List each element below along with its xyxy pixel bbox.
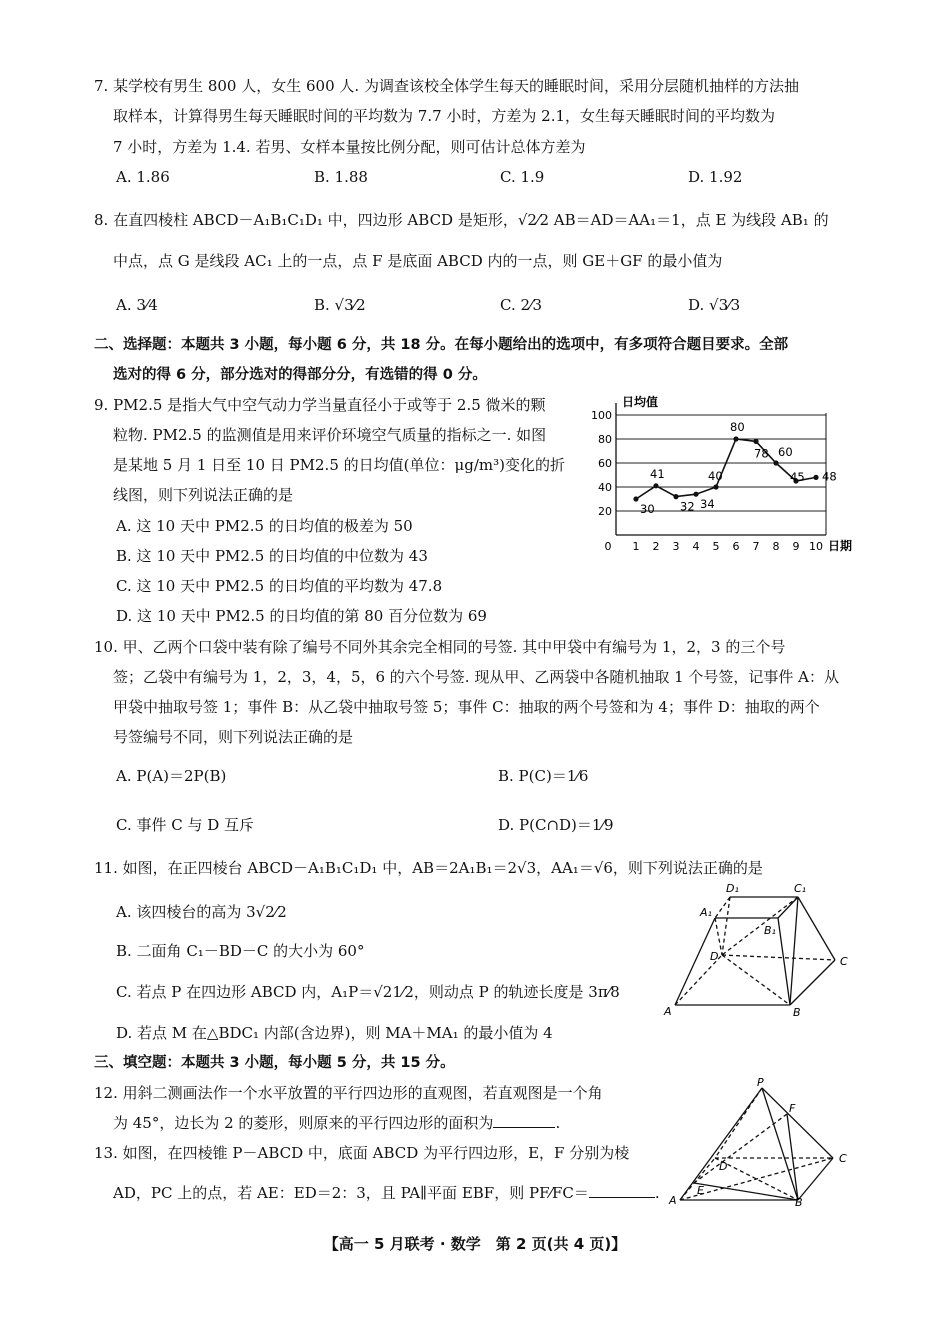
q7-option-c: C. 1.9 bbox=[500, 168, 545, 186]
q7-option-b: B. 1.88 bbox=[314, 168, 368, 186]
chart-data-point bbox=[773, 460, 778, 465]
chart-data-label: 40 bbox=[708, 469, 723, 483]
q8-option-a: A. 3⁄4 bbox=[116, 296, 158, 314]
label-D1: D₁ bbox=[726, 882, 739, 895]
chart-data-point bbox=[653, 483, 658, 488]
chart-data-label: 34 bbox=[700, 497, 715, 512]
q7-option-a: A. 1.86 bbox=[116, 168, 170, 186]
chart-y-tick-label: 80 bbox=[598, 433, 612, 446]
chart-y-tick-label: 40 bbox=[598, 481, 612, 494]
chart-data-label: 41 bbox=[650, 466, 665, 481]
q11-stem: 11. 如图，在正四棱台 ABCD－A₁B₁C₁D₁ 中，AB＝2A₁B₁＝2√3，AA₁＝√6，则下列说法正确的是 bbox=[94, 859, 763, 877]
frustum-figure bbox=[660, 880, 860, 1020]
chart-x-tick-label: 10 bbox=[809, 540, 823, 553]
q10-option-a: A. P(A)＝2P(B) bbox=[116, 767, 227, 785]
q7-line-1: 7. 某学校有男生 800 人，女生 600 人. 为调查该校全体学生每天的睡眠时间，采用分层随机抽样的方法抽 bbox=[94, 77, 799, 95]
label-F: F bbox=[789, 1102, 796, 1115]
q13-answer-blank[interactable] bbox=[589, 1183, 655, 1198]
chart-x-tick-label: 9 bbox=[792, 540, 800, 553]
label-C: C bbox=[840, 955, 848, 968]
chart-data-point bbox=[713, 484, 718, 489]
label-D: D bbox=[710, 950, 719, 963]
chart-data-label: 48 bbox=[822, 469, 837, 484]
q9-line-1: 9. PM2.5 是指大气中空气动力学当量直径小于或等于 2.5 微米的颗 bbox=[94, 396, 546, 414]
pyramid-figure bbox=[665, 1078, 855, 1208]
q11-option-a: A. 该四棱台的高为 3√2⁄2 bbox=[116, 903, 287, 921]
q13-line-2: AD，PC 上的点，若 AE：ED＝2：3，且 PA∥平面 EBF，则 PF⁄FC＝ . bbox=[113, 1184, 660, 1202]
chart-data-label: 80 bbox=[730, 420, 745, 434]
page-footer: 【高一 5 月联考 · 数学 第 2 页(共 4 页)】 bbox=[323, 1235, 627, 1253]
q9-line-3: 是某地 5 月 1 日至 10 日 PM2.5 的日均值(单位：μg/m³)变化的折 bbox=[113, 456, 565, 474]
chart-y-tick-label: 100 bbox=[591, 409, 612, 422]
label-B: B bbox=[793, 1006, 801, 1019]
q7-line-3: 7 小时，方差为 1.4. 若男、女样本量按比例分配，则可估计总体方差为 bbox=[113, 138, 586, 156]
q9-option-b: B. 这 10 天中 PM2.5 的日均值的中位数为 43 bbox=[116, 547, 428, 565]
q9-option-a: A. 这 10 天中 PM2.5 的日均值的极差为 50 bbox=[116, 517, 413, 535]
q10-option-c: C. 事件 C 与 D 互斥 bbox=[116, 816, 255, 834]
chart-data-label: 78 bbox=[754, 446, 769, 461]
chart-x-axis-label: 日期 bbox=[828, 539, 853, 553]
q9-line-4: 线图，则下列说法正确的是 bbox=[113, 486, 294, 504]
q12-line-2: 为 45°，边长为 2 的菱形，则原来的平行四边形的面积为 . bbox=[113, 1114, 561, 1132]
label-B1: B₁ bbox=[764, 924, 776, 937]
q9-option-c: C. 这 10 天中 PM2.5 的日均值的平均数为 47.8 bbox=[116, 577, 443, 595]
chart-y-axis-label: 日均值 bbox=[622, 395, 659, 409]
chart-data-label: 30 bbox=[640, 502, 655, 516]
label-A: A bbox=[669, 1194, 677, 1207]
chart-data-point bbox=[633, 496, 638, 501]
q12-answer-blank[interactable] bbox=[493, 1113, 555, 1128]
q8-option-d: D. √3⁄3 bbox=[688, 296, 741, 314]
q8-line-1: 8. 在直四棱柱 ABCD－A₁B₁C₁D₁ 中，四边形 ABCD 是矩形，√2⁄2 AB＝AD＝AA₁＝1，点 E 为线段 AB₁ 的 bbox=[94, 211, 829, 229]
q10-option-d: D. P(C∩D)＝1⁄9 bbox=[498, 816, 614, 834]
q8-option-c: C. 2⁄3 bbox=[500, 296, 543, 314]
chart-data-point bbox=[693, 492, 698, 497]
chart-data-point bbox=[733, 436, 738, 441]
section-3-heading: 三、填空题：本题共 3 小题，每小题 5 分，共 15 分。 bbox=[94, 1055, 455, 1071]
pm25-line-chart bbox=[590, 390, 865, 560]
label-B: B bbox=[795, 1196, 803, 1208]
chart-data-label: 45 bbox=[790, 470, 805, 484]
q9-line-2: 粒物. PM2.5 的监测值是用来评价环境空气质量的指标之一. 如图 bbox=[113, 426, 547, 444]
chart-x-tick-label: 8 bbox=[772, 540, 780, 553]
q11-option-d: D. 若点 M 在△BDC₁ 内部(含边界)，则 MA＋MA₁ 的最小值为 4 bbox=[116, 1024, 553, 1042]
label-A: A bbox=[664, 1005, 672, 1018]
q9-option-d: D. 这 10 天中 PM2.5 的日均值的第 80 百分位数为 69 bbox=[116, 607, 487, 625]
chart-x-tick-label: 6 bbox=[732, 540, 740, 553]
q10-option-b: B. P(C)＝1⁄6 bbox=[498, 767, 589, 785]
q11-option-c: C. 若点 P 在四边形 ABCD 内，A₁P＝√21⁄2，则动点 P 的轨迹长度是 3π⁄8 bbox=[116, 983, 620, 1001]
label-C1: C₁ bbox=[794, 882, 807, 895]
chart-data-label: 32 bbox=[680, 499, 695, 514]
label-C: C bbox=[839, 1152, 847, 1165]
q7-line-2: 取样本，计算得男生每天睡眠时间的平均数为 7.7 小时，方差为 2.1，女生每天睡眠时间的平均数为 bbox=[113, 107, 776, 125]
q8-line-2: 中点，点 G 是线段 AC₁ 上的一点，点 F 是底面 ABCD 内的一点，则 GE＋GF 的最小值为 bbox=[113, 252, 723, 270]
chart-x-tick-label: 0 bbox=[604, 540, 612, 553]
q13-line-1: 13. 如图，在四棱锥 P－ABCD 中，底面 ABCD 为平行四边形，E，F 分别为棱 bbox=[94, 1144, 630, 1162]
chart-y-tick-label: 20 bbox=[598, 505, 612, 518]
chart-x-tick-label: 2 bbox=[652, 540, 660, 553]
chart-x-tick-label: 5 bbox=[712, 540, 720, 553]
chart-y-tick-label: 60 bbox=[598, 457, 612, 470]
chart-x-tick-label: 1 bbox=[632, 540, 640, 553]
q10-line-4: 号签编号不同，则下列说法正确的是 bbox=[113, 728, 354, 746]
label-P: P bbox=[757, 1078, 764, 1089]
q8-option-b: B. √3⁄2 bbox=[314, 296, 366, 314]
q10-line-1: 10. 甲、乙两个口袋中装有除了编号不同外其余完全相同的号签. 其中甲袋中有编号为 1，2，3 的三个号 bbox=[94, 638, 786, 656]
chart-x-tick-label: 3 bbox=[672, 540, 680, 553]
q7-option-d: D. 1.92 bbox=[688, 168, 743, 186]
q10-line-3: 甲袋中抽取号签 1；事件 B：从乙袋中抽取号签 5；事件 C：抽取的两个号签和为 4；事件 D：抽取的两个 bbox=[113, 698, 820, 716]
section-2-heading: 二、选择题：本题共 3 小题，每小题 6 分，共 18 分。在每小题给出的选项中，有多项符合题目要求。全部 bbox=[94, 337, 789, 353]
label-E: E bbox=[697, 1184, 704, 1197]
label-D: D bbox=[719, 1160, 728, 1173]
section-2-subheading: 选对的得 6 分，部分选对的得部分分，有选错的得 0 分。 bbox=[113, 367, 487, 383]
chart-x-tick-label: 7 bbox=[752, 540, 760, 553]
q10-line-2: 签；乙袋中有编号为 1，2，3，4，5，6 的六个号签. 现从甲、乙两袋中各随机抽取 1 个号签，记事件 A：从 bbox=[113, 668, 840, 686]
chart-data-point bbox=[673, 494, 678, 499]
label-A1: A₁ bbox=[700, 906, 712, 919]
chart-data-point bbox=[753, 439, 758, 444]
chart-data-label: 60 bbox=[778, 445, 793, 459]
chart-x-tick-label: 4 bbox=[692, 540, 700, 553]
q12-line-1: 12. 用斜二测画法作一个水平放置的平行四边形的直观图，若直观图是一个角 bbox=[94, 1084, 603, 1102]
chart-data-point bbox=[813, 475, 818, 480]
q11-option-b: B. 二面角 C₁－BD－C 的大小为 60° bbox=[116, 942, 365, 960]
